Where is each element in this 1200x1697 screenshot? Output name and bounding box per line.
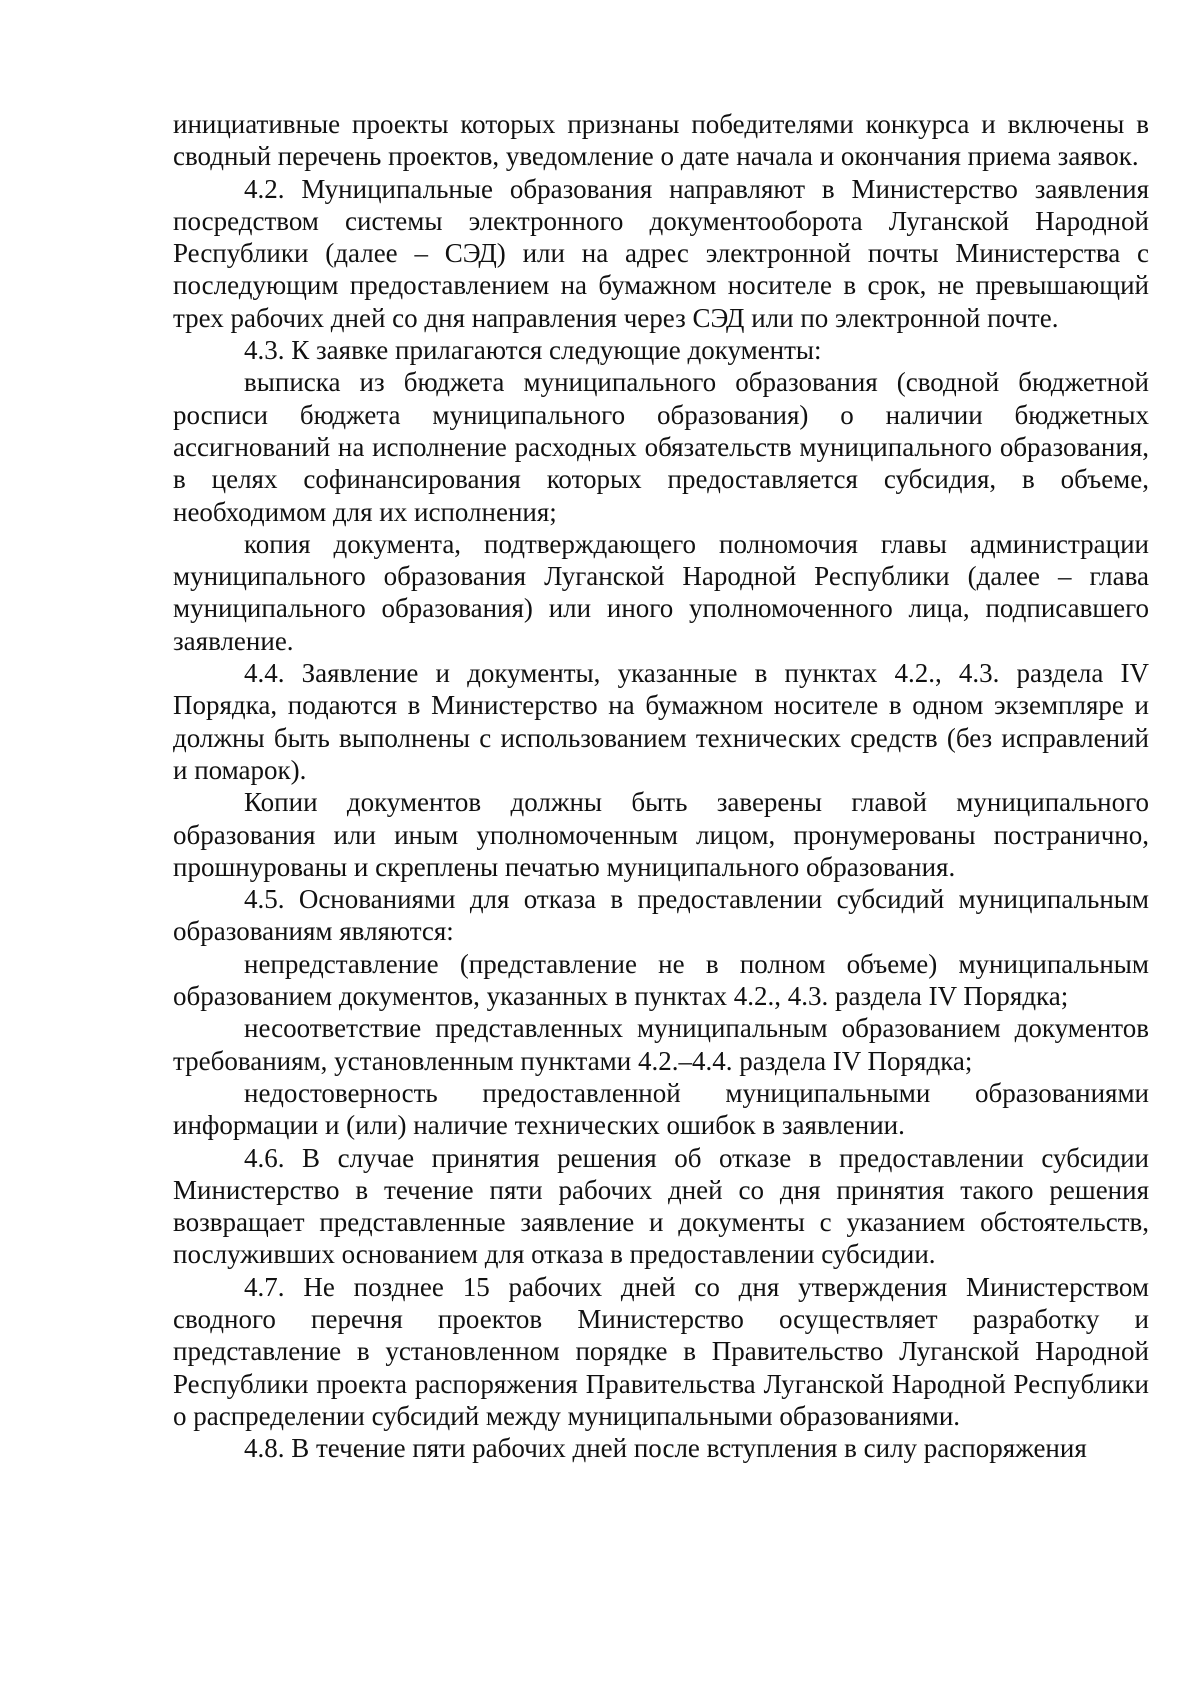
paragraph-continuation: инициативные проекты которых признаны победителями конкурса и включены в сводный перечень проектов, уведомление о дате начала и окончания приема заявок. <box>173 109 1149 172</box>
paragraph-4-4: 4.4. Заявление и документы, указанные в пунктах 4.2., 4.3. раздела IV Порядка, подаются в Министерство на бумажном носителе в одном экземпляре и должны быть выполнены с использованием технических средств (без исправлений и помарок). <box>173 658 1149 785</box>
paragraph-4-5-unreliability: недостоверность предоставленной муниципальными образованиями информации и (или) наличие технических ошибок в заявлении. <box>173 1077 1149 1141</box>
paragraph-4-6: 4.6. В случае принятия решения об отказе в предоставлении субсидии Министерство в течение пяти рабочих дней со дня принятия такого решения возвращает представленные заявление и документы с указанием обстоятельств, послуживших основанием для отказа в предоставлении субсидии. <box>173 1142 1149 1270</box>
paragraph-4-2: 4.2. Муниципальные образования направляют в Министерство заявления посредством системы электронного документооборота Луганской Народной Республики (далее – СЭД) или на адрес электронной почты Министерства с последующим предоставлением на бумажном носителе в срок, не превышающий трех рабочих дней со дня направления через СЭД или по электронной почте. <box>173 173 1149 333</box>
document-page <box>173 108 1149 1464</box>
paragraph-4-5-nonsubmission: непредставление (представление не в полном объеме) муниципальным образованием документов, указанных в пунктах 4.2., 4.3. раздела IV Порядка; <box>173 948 1149 1012</box>
paragraph-4-5-nonconformity: несоответствие представленных муниципальным образованием документов требованиям, установленным пунктами 4.2.–4.4. раздела IV Порядка; <box>173 1013 1149 1076</box>
paragraph-4-5: 4.5. Основаниями для отказа в предоставлении субсидий муниципальным образованиям являются: <box>173 884 1149 947</box>
paragraph-4-3-budget-extract: выписка из бюджета муниципального образования (сводной бюджетной росписи бюджета муниципального образования) о наличии бюджетных ассигнований на исполнение расходных обязательств муниципального образования, в целях софинансирования которых предоставляется субсидия, в объеме, необходимом для их исполнения; <box>173 367 1149 527</box>
paragraph-4-4-copies: Копии документов должны быть заверены главой муниципального образования или иным уполномоченным лицом, пронумерованы постранично, прошнурованы и скреплены печатью муниципального образования. <box>173 787 1149 882</box>
paragraph-4-8: 4.8. В течение пяти рабочих дней после вступления в силу распоряжения <box>244 1433 1087 1464</box>
paragraph-4-7: 4.7. Не позднее 15 рабочих дней со дня утверждения Министерством сводного перечня проектов Министерство осуществляет разработку и представление в установленном порядке в Правительство Луганской Народной Республики проекта распоряжения Правительства Луганской Народной Республики о распределении субсидий между муниципальными образованиями. <box>173 1271 1149 1431</box>
paragraph-4-3: 4.3. К заявке прилагаются следующие документы: <box>244 335 822 366</box>
paragraph-4-3-authority-copy: копия документа, подтверждающего полномочия главы администрации муниципального образования Луганской Народной Республики (далее – глава муниципального образования) или иного уполномоченного лица, подписавшего заявление. <box>173 528 1149 656</box>
